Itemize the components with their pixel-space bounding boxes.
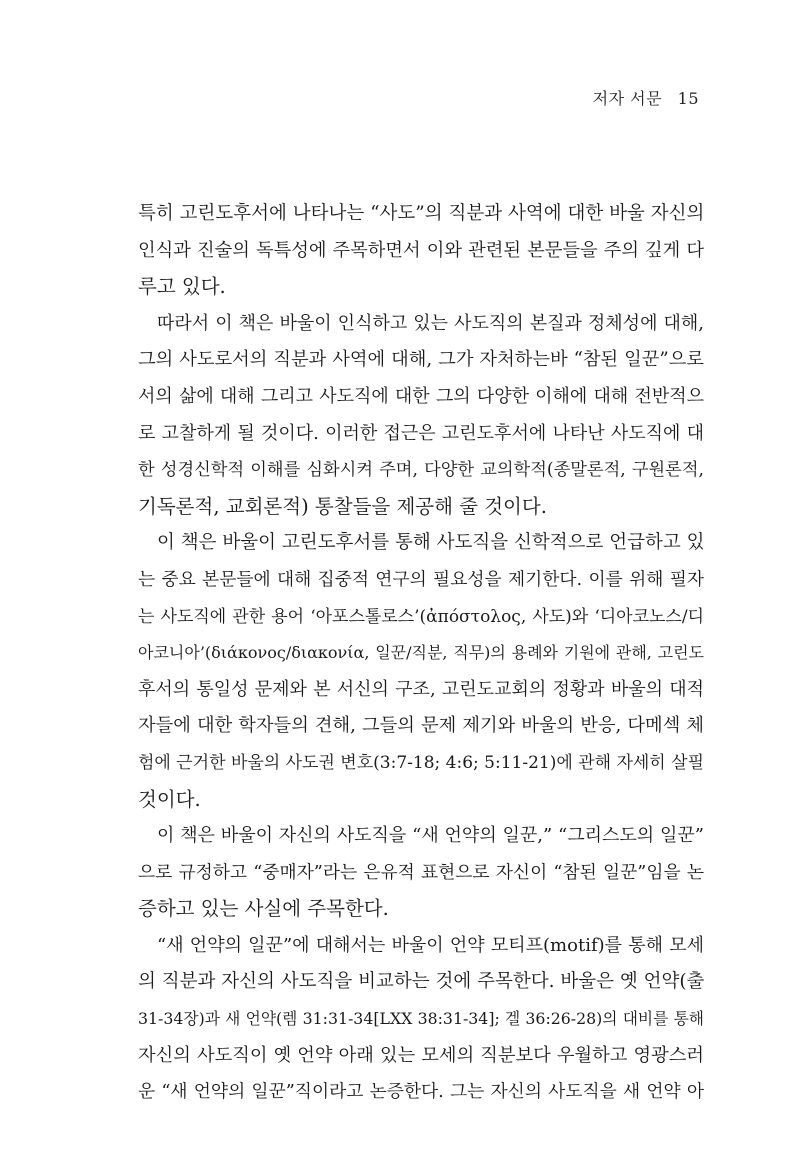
text-line: 인식과 진술의 독특성에 주목하면서 이와 관련된 본문들을 주의 깊게 다 xyxy=(138,239,704,261)
text-line: 이 책은 바울이 고린도후서를 통해 사도직을 신학적으로 언급하고 있 xyxy=(157,532,705,554)
text-line: 그의 사도로서의 직분과 사역에 대해, 그가 자처하는바 “참된 일꾼”으로 xyxy=(138,349,704,371)
text-line: 운 “새 언약의 일꾼”직이라고 논증한다. 그는 자신의 사도직을 새 언약 아 xyxy=(138,1082,704,1103)
text-line: “새 언약의 일꾼”에 대해서는 바울이 언약 모티프(motif)를 통해 모세 xyxy=(157,934,704,956)
paragraph xyxy=(138,818,704,928)
text-line: 증하고 있는 사실에 주목한다. xyxy=(138,897,389,921)
text-line: 한 성경신학적 이해를 심화시켜 주며, 다양한 교의학적(종말론적, 구원론적, xyxy=(138,460,704,481)
paragraph xyxy=(138,525,704,818)
text-line: 기독론적, 교회론적) 통찰들을 제공해 줄 것이다. xyxy=(138,494,547,518)
page-number: 15 xyxy=(677,89,699,108)
running-head xyxy=(593,86,699,109)
text-line: 특히 고린도후서에 나타나는 “사도”의 직분과 사역에 대한 바울 자신의 xyxy=(138,203,705,224)
text-line: 후서의 통일성 문제와 본 서신의 구조, 고린도교회의 정황과 바울의 대적 xyxy=(138,678,704,700)
paragraph xyxy=(138,196,704,306)
text-line: 는 중요 본문들에 대해 집중적 연구의 필요성을 제기한다. 이를 위해 필자 xyxy=(138,569,704,590)
text-line: 으로 규정하고 “중매자”라는 은유적 표현으로 자신이 “참된 일꾼”임을 논 xyxy=(138,862,704,883)
text-line: 험에 근거한 바울의 사도권 변호(3:7-18; 4:6; 5:11-21)에 관해 자세히 살필 xyxy=(138,752,704,773)
text-line: 자들에 대한 학자들의 견해, 그들의 문제 제기와 바울의 반응, 다메섹 체 xyxy=(138,715,704,737)
text-line: 아코니아’(διάκονος/διακονία, 일꾼/직분, 직무)의 용례와 기원에 관해, 고린도 xyxy=(138,643,704,663)
text-line: 이 책은 바울이 자신의 사도직을 “새 언약의 일꾼,” “그리스도의 일꾼” xyxy=(157,825,704,847)
paragraph xyxy=(138,928,704,1111)
text-line: 따라서 이 책은 바울이 인식하고 있는 사도직의 본질과 정체성에 대해, xyxy=(157,312,704,334)
text-line: 자신의 사도직이 옛 언약 아래 있는 모세의 직분보다 우월하고 영광스러 xyxy=(138,1044,704,1066)
text-line: 서의 삶에 대해 그리고 사도직에 대한 그의 다양한 이해에 대해 전반적으 xyxy=(138,385,704,407)
text-line: 것이다. xyxy=(138,787,201,811)
paragraph xyxy=(138,306,704,526)
text-line: 는 사도직에 관한 용어 ‘아포스톨로스’(ἀπόστολος, 사도)와 ‘디아코노스/디 xyxy=(138,606,704,627)
text-line: 31-34장)과 새 언약(렘 31:31-34[LXX 38:31-34]; 겔 36:26-28)의 대비를 통해 xyxy=(138,1009,704,1029)
body-text xyxy=(138,196,704,1111)
text-line: 로 고찰하게 될 것이다. 이러한 접근은 고린도후서에 나타난 사도직에 대 xyxy=(138,422,704,444)
text-line: 루고 있다. xyxy=(138,275,226,299)
text-line: 의 직분과 자신의 사도직을 비교하는 것에 주목한다. 바울은 옛 언약(출 xyxy=(138,971,705,993)
running-head-title: 저자 서문 xyxy=(592,89,663,108)
